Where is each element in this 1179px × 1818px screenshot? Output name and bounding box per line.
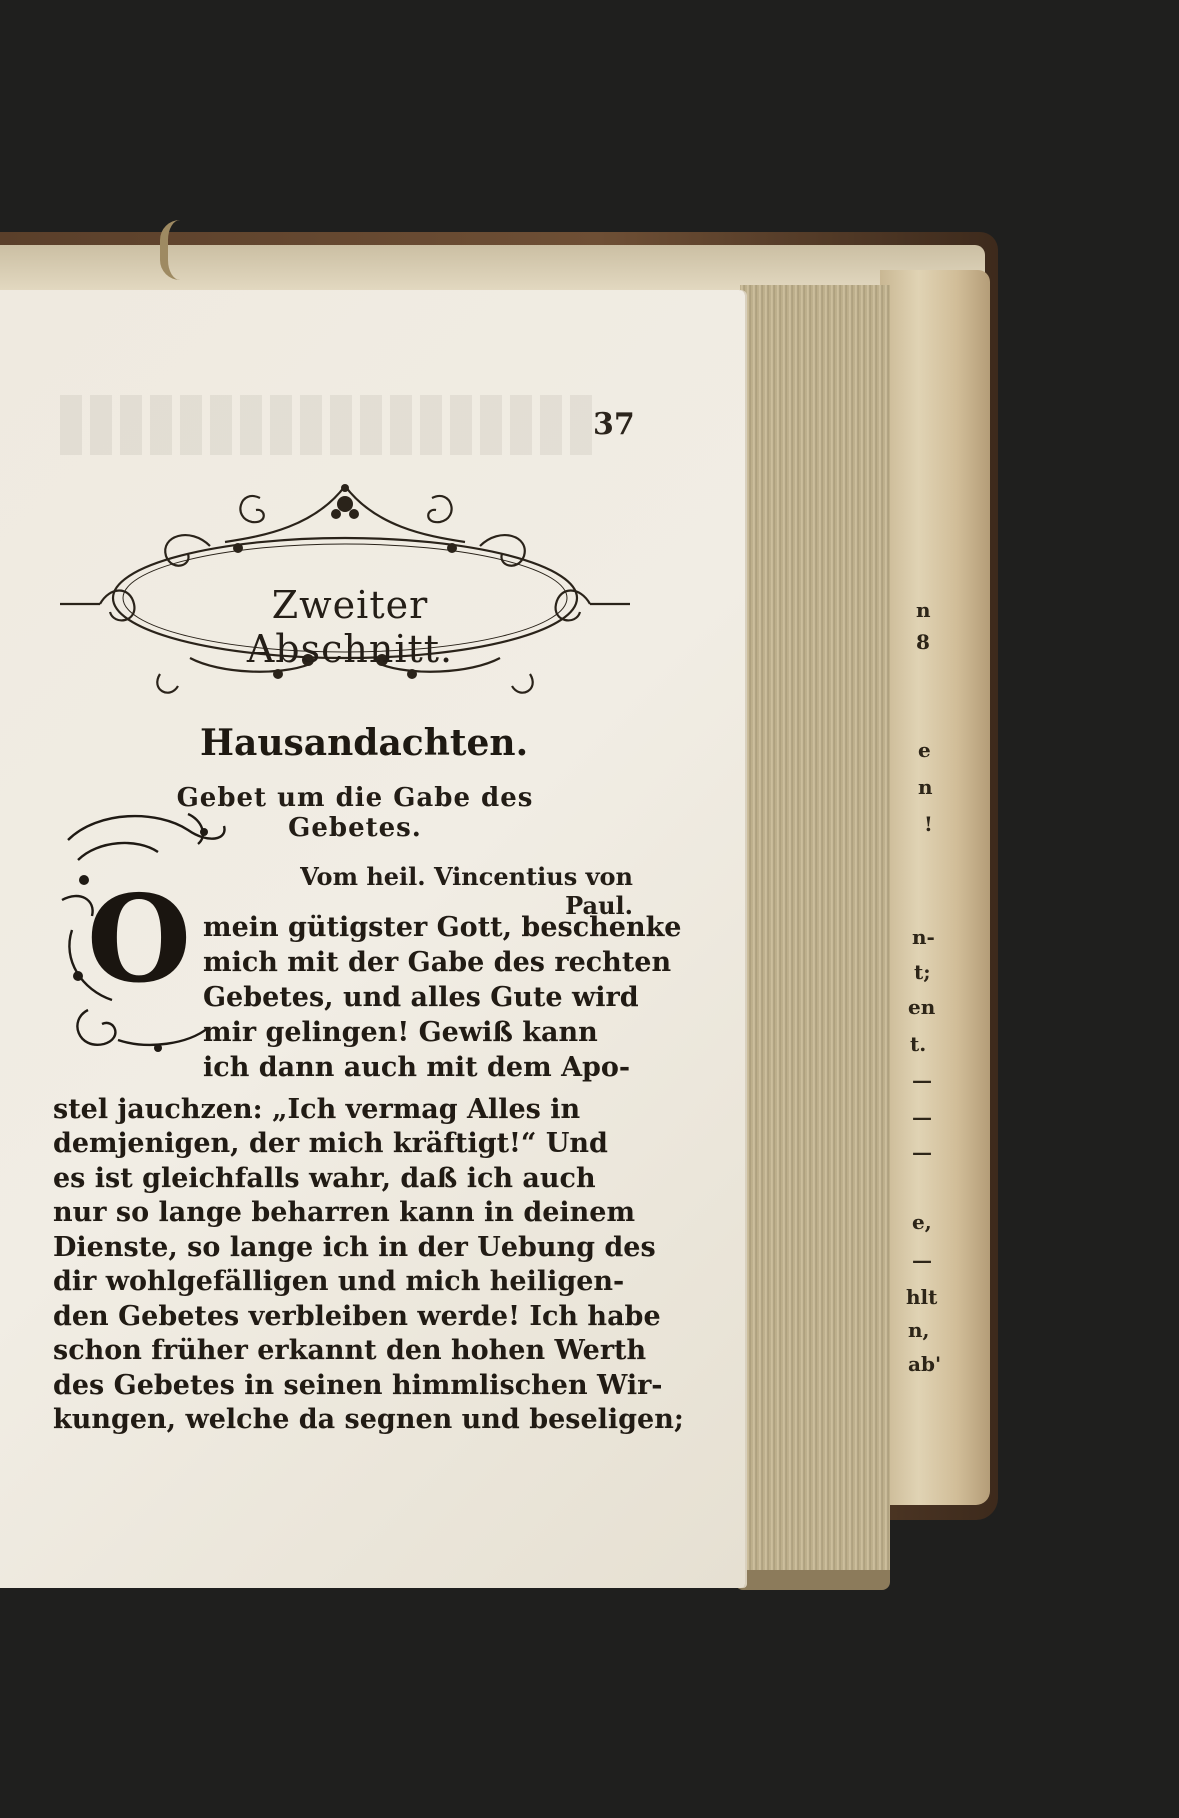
chapter-heading: Hausandachten.: [200, 722, 529, 764]
text-line: demjenigen, der mich kräftigt!“ Und: [53, 1128, 608, 1159]
fragment: —: [912, 1068, 932, 1092]
fragment: t;: [914, 960, 931, 984]
text-line: den Gebetes verbleiben werde! Ich habe: [53, 1301, 661, 1332]
fragment: —: [912, 1248, 932, 1272]
prayer-title: Gebet um die Gabe des Gebetes.: [176, 783, 534, 843]
text-line: Gebetes, und alles Gute wird: [203, 982, 639, 1013]
fragment: n: [916, 598, 931, 622]
text-line: Dienste, so lange ich in der Uebung des: [53, 1232, 656, 1263]
text-line: ich dann auch mit dem Apo-: [203, 1052, 631, 1083]
page-number: 37: [593, 407, 635, 442]
facing-page-edge: [880, 270, 990, 1505]
fragment: —: [912, 1105, 932, 1129]
bookmark-thread: [160, 220, 208, 280]
fragment: 8: [916, 630, 930, 654]
fragment: e,: [912, 1210, 932, 1234]
fragment: !: [924, 812, 933, 836]
text-line: schon früher erkannt den hohen Werth: [53, 1335, 647, 1366]
fragment: n-: [912, 925, 935, 949]
fragment: ab': [908, 1352, 942, 1376]
fragment: hlt: [906, 1285, 938, 1309]
page-block-fore-edge: [740, 285, 890, 1585]
text-line: dir wohlgefälligen und mich heiligen-: [53, 1266, 625, 1297]
show-through-text: [60, 395, 600, 455]
prayer-attribution: Vom heil. Vincentius von Paul.: [300, 862, 633, 920]
fragment: n: [918, 775, 933, 799]
fragment: —: [912, 1140, 932, 1164]
fragment: en: [908, 995, 936, 1019]
text-line: nur so lange beharren kann in deinem: [53, 1197, 636, 1228]
section-title: Zweiter Abschnitt.: [246, 583, 454, 671]
book-top-edge: [0, 245, 985, 290]
fragment: n,: [908, 1318, 930, 1342]
fragment: e: [918, 738, 931, 762]
text-line: des Gebetes in seinen himmlischen Wir-: [53, 1370, 663, 1401]
fragment: t.: [910, 1032, 927, 1056]
drop-cap: O: [86, 869, 192, 1010]
text-line: mein gütigster Gott, beschenke: [203, 912, 682, 943]
text-line: stel jauchzen: „Ich vermag Alles in: [53, 1094, 581, 1125]
text-line: es ist gleichfalls wahr, daß ich auch: [53, 1163, 596, 1194]
text-line: mir gelingen! Gewiß kann: [203, 1017, 598, 1048]
text-line: kungen, welche da segnen und beseligen;: [53, 1404, 684, 1435]
page-block-bottom: [735, 1570, 890, 1590]
text-line: mich mit der Gabe des rechten: [203, 947, 672, 978]
